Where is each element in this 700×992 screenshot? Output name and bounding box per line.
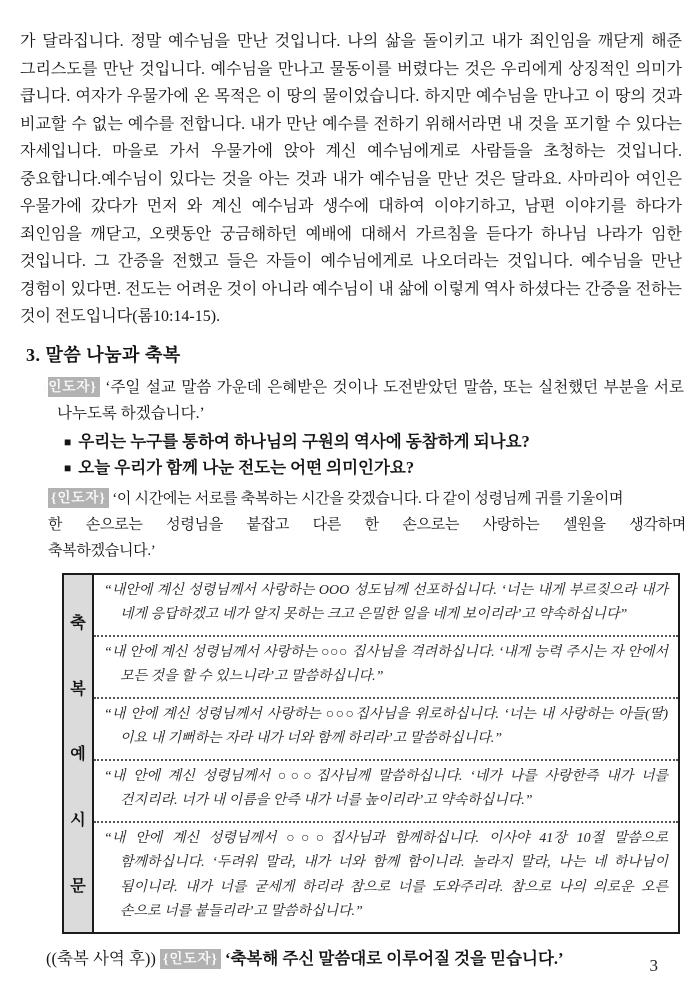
table-row: “내안에 계신 성령님께서 사랑하는 OOO 성도님께 선포하십니다. ‘너는 내게 부르짖으라 내가 네게 응답하겠고 네가 알지 못하는 크고 은밀한 일을 네게 보이리라’고 약속하십니다”	[94, 575, 678, 637]
table-row: “내 안에 계신 성령님께서 ○○○집사님과 함께하십니다. 이사야 41장 10절 말씀으로 함께하십니다. ‘두려워 말라, 내가 너와 함께 함이니라. 놀라지 말라, 나는 네 하나님이 됨이니라. 내가 너를 굳세게 하리라 참으로 너를 도와주리라. 참으로 나의 의로운 오른 손으로 너를 붙들리라’고 말씀하십니다.”	[104, 830, 668, 919]
question-text-1: 우리는 누구를 통하여 하나님의 구원의 역사에 동참하게 되나요?	[78, 431, 530, 451]
blessing-table-vertical-label	[64, 575, 94, 932]
intro-paragraph: 가 달라집니다. 정말 예수님을 만난 것입니다. 나의 삶을 돌이키고 내가 죄인임을 깨닫게 해준 그리스도를 만난 것입니다. 예수님을 만나고 물동이를 버렸다는 것은 우리에게 상징적인 의미가 큽니다. 여자가 우물가에 온 목적은 이 땅의 물이었습니다. 하지만 예수님을 만나고 이 땅의 것과 비교할 수 없는 예수를 전합니다. 내가 만난 예수를 전하기 위해서라면 내 것을 포기할 수 있다는 자세입니다. 마을로 가서 우물가에 앉아 계신 예수님에게로 사람들을 초청하는 것입니다. 중요합니다.예수님이 있다는 것을 아는 것과 내가 예수님을 만난 것은 달라요. 사마리아 여인은 우물가에 갔다가 먼저 와 계신 예수님과 생수에 대하여 이야기하고, 남편 이야기를 하다가 죄인임을 깨닫고, 오랫동안 궁금해하던 예배에 대해서 가르침을 듣다가 하나님 나라가 임한 것입니다. 그 간증을 전했고 들은 자들이 예수님에게로 나오더라는 것입니다. 예수님을 만난 경험이 있다면. 전도는 어려운 것이 아니라 예수님이 내 삶에 이렇게 역사 하셨다는 간증을 전하는 것이 전도입니다(롬10:14-15).	[20, 33, 682, 325]
label-char: 축	[70, 614, 86, 632]
discussion-questions	[64, 429, 684, 481]
square-bullet-icon: ■	[64, 460, 72, 475]
leader-quote-1: ‘주일 설교 말씀 가운데 은혜받은 것이나 도전받았던 말씀, 또는 실천했던 부분을 서로 나누도록 하겠습니다.’	[57, 378, 685, 422]
section-heading: 3. 말씀 나눔과 축복	[26, 344, 181, 365]
leader-quote-2-line-1	[48, 486, 686, 512]
question-item-1	[64, 429, 684, 455]
label-char: 시	[70, 812, 86, 830]
table-row: “내 안에 계신 성령님께서 사랑하는 ○○○ 집사님을 격려하십니다. ‘내게 능력 주시는 자 안에서 모든 것을 할 수 있느니라’고 말씀하십니다.”	[94, 637, 678, 699]
leader-note-1	[42, 375, 685, 427]
page-number: 3	[649, 956, 658, 975]
table-row: “내 안에 계신 성령님께서 ○○○집사님께 말씀하십니다. ‘네가 나를 사랑한즉 내가 너를 건지리라. 너가 내 이름을 안즉 내가 너를 높이리라’고 약속하십니다.”	[94, 761, 678, 823]
question-text-2: 오늘 우리가 함께 나눈 전도는 어떤 의미인가요?	[78, 457, 415, 477]
leader-quote-2-line-3: 축복하겠습니다.’	[48, 542, 156, 559]
table-row: “내 안에 계신 성령님께서 사랑하는 ○○○집사님을 위로하십니다. ‘너는 내 사랑하는 아들(딸)이요 내 기뻐하는 자라 내가 너와 함께 하리라’고 말씀하십니다.”	[94, 699, 678, 761]
leader-quote-2-text: ‘이 시간에는 서로를 축복하는 시간을 갖겠습니다. 다 같이 성령님께 귀를 기울이며	[112, 490, 624, 507]
leader-note-2	[48, 486, 686, 564]
closing-line	[46, 946, 684, 972]
closing-quote: ‘축복해 주신 말씀대로 이루어질 것을 믿습니다.’	[224, 948, 564, 968]
blessing-examples-table	[62, 573, 680, 934]
label-char: 문	[70, 878, 86, 896]
leader-tag-badge: {인도자}	[48, 488, 109, 508]
label-char: 예	[70, 746, 86, 764]
question-item-2	[64, 455, 684, 481]
leader-quote-2-line-2: 한 손으로는 성령님을 붙잡고 다른 한 손으로는 사랑하는 셀원을 생각하며	[48, 516, 686, 533]
leader-tag-badge: {인도자}	[160, 949, 221, 969]
leader-tag-badge: {인도자}	[48, 377, 100, 397]
blessing-table-rows	[94, 575, 678, 932]
square-bullet-icon: ■	[64, 434, 72, 449]
closing-prefix: ((축복 사역 후))	[46, 948, 156, 968]
label-char: 복	[70, 680, 86, 698]
